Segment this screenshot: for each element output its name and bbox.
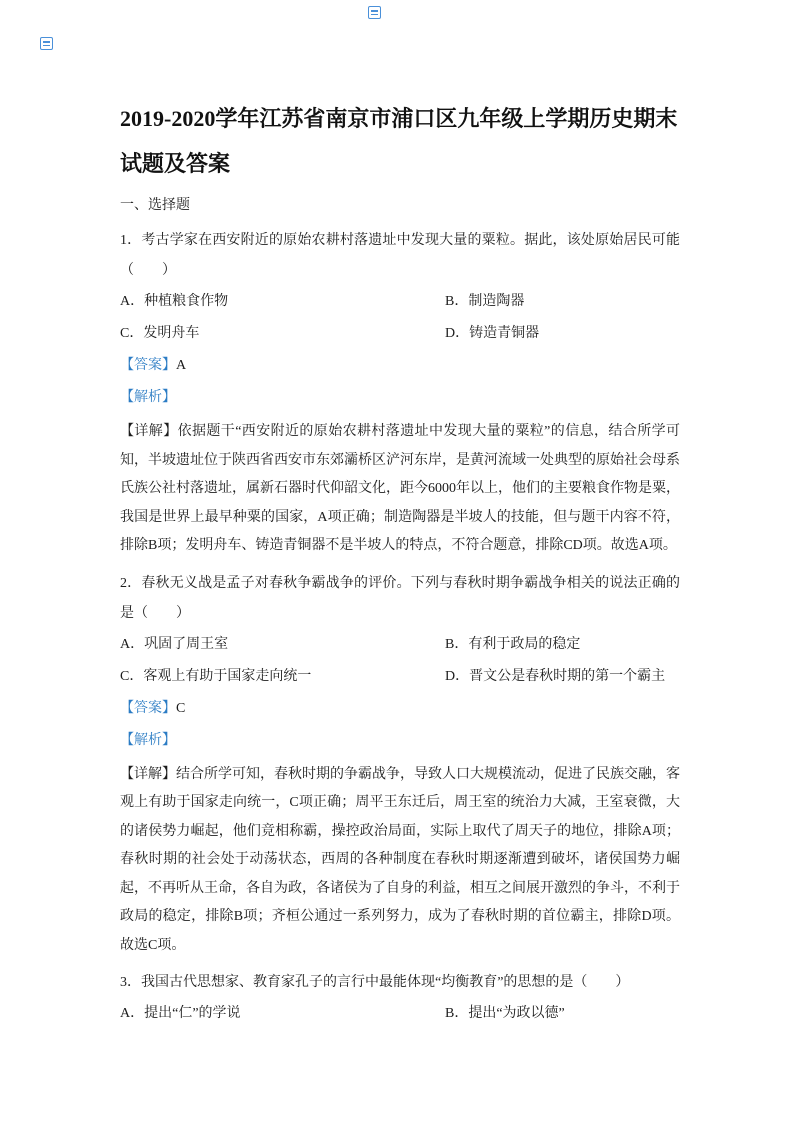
analysis-label: 【解析】	[120, 390, 176, 405]
question-1-option-b: B．制造陶器	[445, 294, 525, 309]
question-1-answer-line	[120, 350, 680, 382]
question-3-options	[120, 998, 680, 1030]
question-3-option-a: A．提出“仁”的学说	[120, 1006, 241, 1021]
question-2	[120, 569, 680, 961]
blue-doc-marker-icon-top	[368, 6, 381, 19]
question-3-stem: 3．我国古代思想家、教育家孔子的言行中最能体现“均衡教育”的思想的是（ ）	[120, 975, 630, 990]
question-1-option-c: C．发明舟车	[120, 326, 200, 341]
question-1-analysis-line	[120, 382, 680, 414]
question-1-option-a: A．种植粮食作物	[120, 294, 229, 309]
question-2-answer-line	[120, 693, 680, 725]
question-1	[120, 226, 680, 561]
question-1-options	[120, 286, 680, 350]
question-3	[120, 968, 680, 1030]
question-2-stem: 2．春秋无义战是孟子对春秋争霸战争的评价。下列与春秋时期争霸战争相关的说法正确的是（ ）	[120, 575, 680, 621]
question-2-option-d: D．晋文公是春秋时期的第一个霸主	[445, 668, 666, 684]
question-2-answer-value: C	[176, 700, 186, 716]
question-1-stem: 1．考古学家在西安附近的原始农耕村落遗址中发现大量的粟粒。据此，该处原始居民可能（ ）	[120, 233, 680, 278]
exam-title: 2019-2020学年江苏省南京市浦口区九年级上学期历史期末试题及答案	[120, 106, 678, 176]
answer-label: 【答案】	[120, 358, 176, 373]
question-2-explanation: 【详解】结合所学可知，春秋时期的争霸战争，导致人口大规模流动，促进了民族交融，客观上有助于国家走向统一，C项正确；周平王东迁后，周王室的统治力大减，王室衰微，大的诸侯势力崛起，他们竞相称霸，操控政治局面，实际上取代了周天子的地位，排除A项；春秋时期的社会处于动荡状态，西周的各种制度在春秋时期逐渐遭到破坏，诸侯国势力崛起，不再听从王命，各自为政，各诸侯为了自身的利益，相互之间展开激烈的争斗，不利于政局的稳定，排除B项；齐桓公通过一系列努力，成为了春秋时期的首位霸主，排除D项。故选C项。	[120, 766, 680, 953]
question-2-option-a: A．巩固了周王室	[120, 636, 229, 652]
question-3-option-b: B．提出“为政以德”	[445, 1006, 565, 1021]
question-1-option-d: D．铸造青铜器	[445, 326, 540, 341]
section-heading-multiple-choice: 一、选择题	[120, 198, 190, 213]
answer-label: 【答案】	[120, 700, 176, 716]
question-1-explanation: 【详解】依据题干“西安附近的原始农耕村落遗址中发现大量的粟粒”的信息，结合所学可知，半坡遗址位于陕西省西安市东郊灞桥区浐河东岸，是黄河流域一处典型的原始社会母系氏族公社村落遗址，属新石器时代仰韶文化，距今6000年以上，他们的主要粮食作物是粟，我国是世界上最早种粟的国家，A项正确；制造陶器是半坡人的技能，但与题干内容不符，排除B项；发明舟车、铸造青铜器不是半坡人的特点，不符合题意，排除CD项。故选A项。	[120, 424, 680, 553]
question-2-option-c: C．客观上有助于国家走向统一	[120, 668, 312, 684]
analysis-label: 【解析】	[120, 732, 176, 748]
question-1-answer-value: A	[176, 358, 187, 373]
question-2-analysis-line	[120, 725, 680, 757]
document-content	[120, 96, 680, 1030]
question-2-options	[120, 629, 680, 693]
blue-doc-marker-icon-left	[40, 37, 53, 50]
question-2-option-b: B．有利于政局的稳定	[445, 636, 581, 652]
